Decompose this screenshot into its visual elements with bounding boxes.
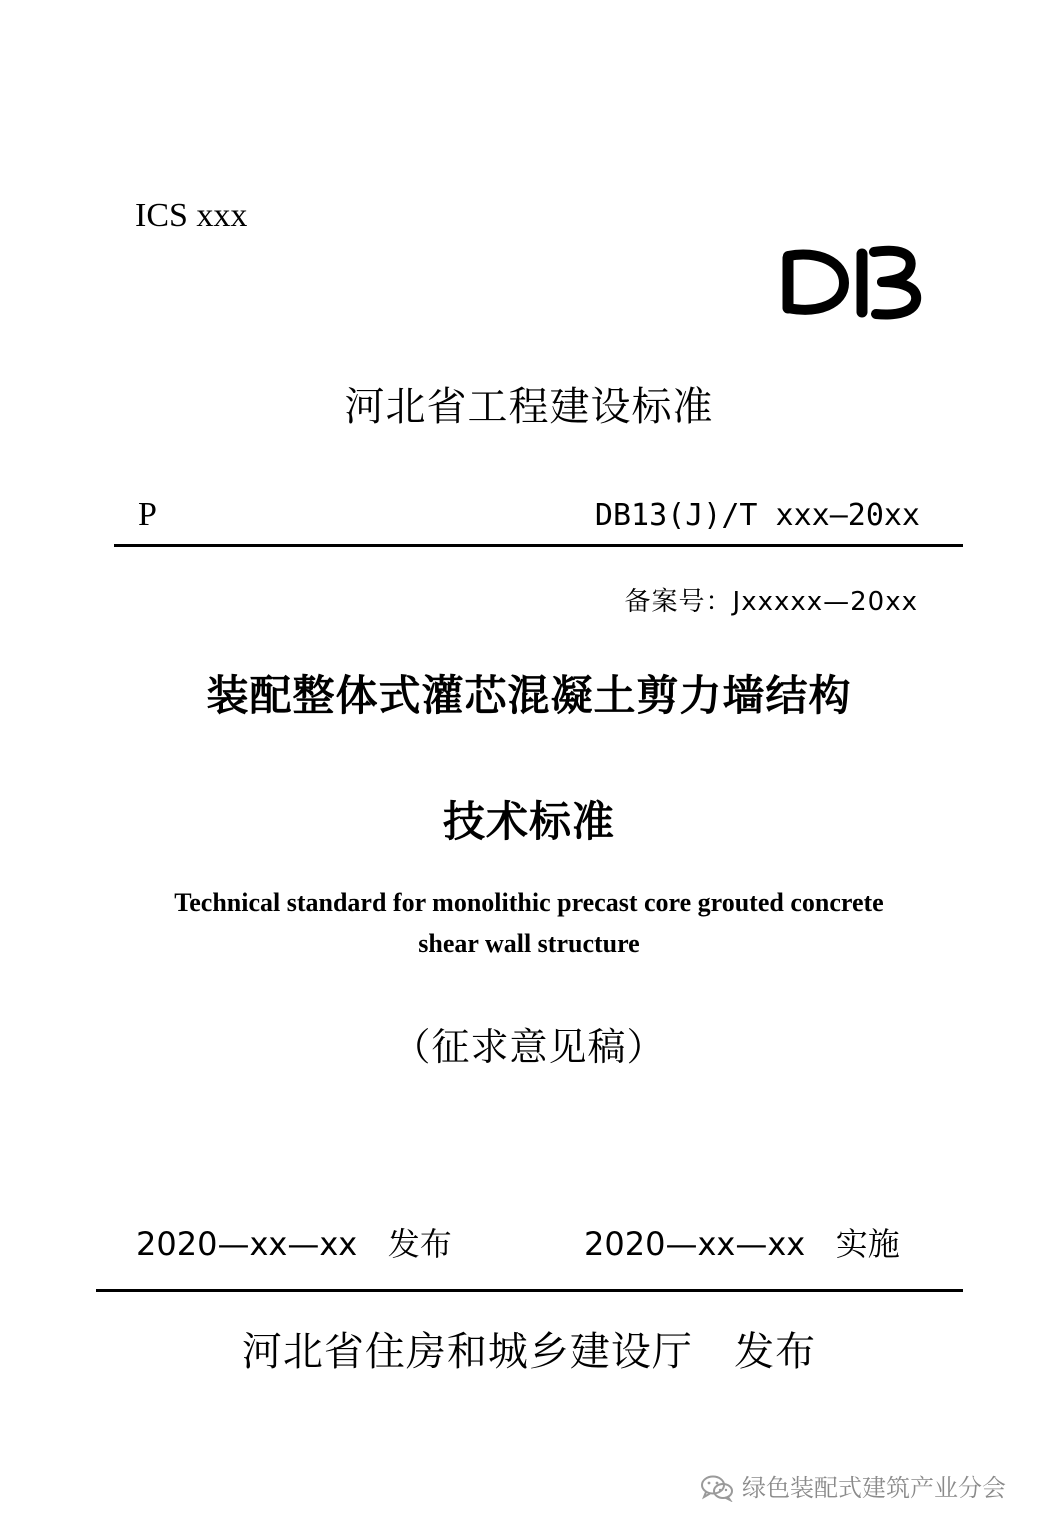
- standard-category-title: 河北省工程建设标准: [344, 384, 714, 430]
- watermark: [700, 1470, 1006, 1506]
- watermark-text: 绿色装配式建筑产业分会: [742, 1474, 1006, 1502]
- document-title-line2: 技术标准: [442, 797, 615, 846]
- standard-code: DB13(J)/T xxx—20xx: [594, 498, 920, 533]
- publisher: 河北省住房和城乡建设厅 发布: [241, 1329, 817, 1375]
- wechat-icon: [700, 1474, 734, 1502]
- document-title-line1: 装配整体式灌芯混凝土剪力墙结构: [206, 671, 852, 720]
- english-title-line2: shear wall structure: [418, 929, 640, 958]
- draft-status: （征求意见稿）: [392, 1025, 666, 1069]
- top-divider: [114, 544, 963, 547]
- db-logo: [778, 242, 924, 322]
- bottom-divider: [96, 1289, 963, 1292]
- record-number: 备案号：Jxxxxx—20xx: [624, 587, 918, 617]
- category-letter: P: [138, 496, 157, 533]
- implementation-date: 2020—xx—xx 实施: [584, 1225, 900, 1263]
- issue-date: 2020—xx—xx 发布: [136, 1225, 452, 1263]
- ics-code: ICS xxx: [135, 197, 248, 234]
- english-title-line1: Technical standard for monolithic precast core grouted concrete: [174, 888, 884, 917]
